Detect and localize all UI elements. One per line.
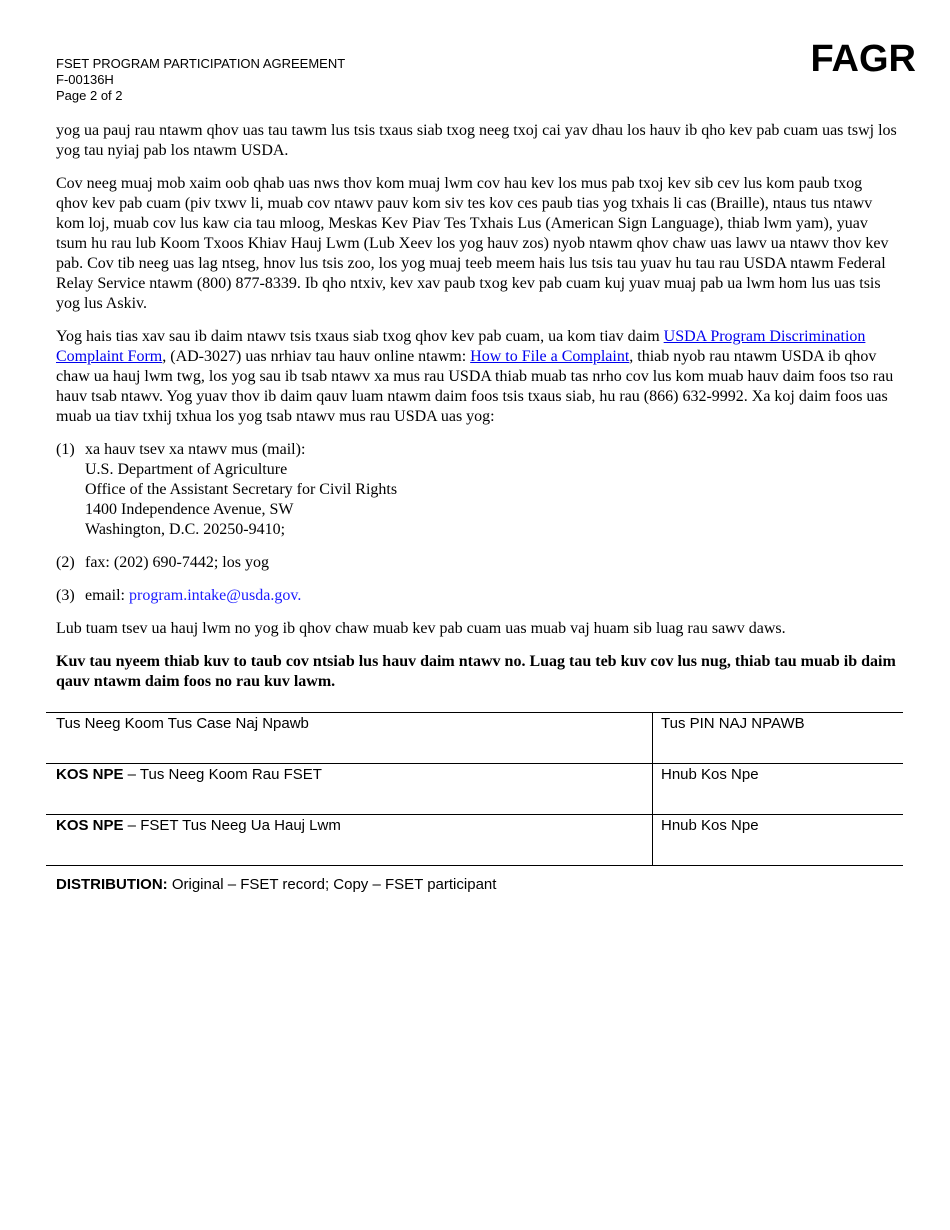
table-row [46,713,903,764]
case-number-field[interactable]: Tus Neeg Koom Tus Case Naj Npawb [46,713,653,764]
paragraph-4: Lub tuam tsev ua hauj lwm no yog ib qhov chaw muab kev pab cuam uas muab vaj huam sib luag rau sawv daws. [56,620,786,637]
document-body [56,121,898,705]
table-row [46,764,903,815]
worker-signature-field[interactable]: KOS NPE – FSET Tus Neeg Ua Hauj Lwm [46,815,653,866]
form-number: F-00136H [56,72,114,87]
paragraph-1: yog ua pauj rau ntawm qhov uas tau tawm lus tsis txaus siab txog neeg txoj cai yav dhau los hauv ib qho kev pab cuam uas tswj los yog tau nyiaj pab los ntawm USDA. [56,122,897,159]
list-item-fax: (2) fax: (202) 690-7442; los yog [56,554,269,571]
paragraph-3: Yog hais tias xav sau ib daim ntawv tsis txaus siab txog qhov kev pab cuam, ua kom tiav daim USDA Program Discrimination Complaint Form, (AD-3027) uas nrhiav tau hauv online ntawm: How to File a Complaint, thiab nyob rau ntawm USDA ib qhov chaw ua hauj lwm twg, los yog sau ib tsab ntawv xa mus rau USDA thiab muab tas nrho cov lus kom muab hauv daim foos tso rau hauv tsab ntawv. Yog yuav thov ib daim qauv luam ntawm daim foos tsis txaus siab, hu rau (866) 632-9992. Xa koj daim foos uas muab ua tiav txhij txhua los yog tsab ntawv mus rau USDA uas yog: [56,328,894,425]
signature-table [46,712,903,866]
email-link[interactable]: program.intake@usda.gov [128,587,298,604]
participant-signature-date-field[interactable]: Hnub Kos Npe [653,764,904,815]
distribution-note: DISTRIBUTION: Original – FSET record; Copy – FSET participant [56,876,497,893]
worker-signature-date-field[interactable]: Hnub Kos Npe [653,815,904,866]
complaint-form-link[interactable]: USDA Program Discrimination Complaint Form [56,328,866,365]
form-code: FAGR [810,38,916,80]
acknowledgement-statement: Kuv tau nyeem thiab kuv to taub cov ntsiab lus hauv daim ntawv no. Luag tau teb kuv cov lus nug, thiab tau muab ib daim qauv ntawm daim foos no rau kuv lawm. [56,653,896,690]
page-number: Page 2 of 2 [56,88,123,103]
pin-number-field[interactable]: Tus PIN NAJ NPAWB [653,713,904,764]
how-to-file-link[interactable]: How to File a Complaint [470,348,630,365]
list-item-email: (3) email: program.intake@usda.gov. [56,587,302,604]
form-header [56,56,345,104]
list-item-mail: (1) xa hauv tsev xa ntawv mus (mail): U.S. Department of Agriculture Office of the Assistant Secretary for Civil Rights 1400 Independence Avenue, SW Washington, D.C. 20250-9410; [56,441,398,538]
table-row [46,815,903,866]
form-title: FSET PROGRAM PARTICIPATION AGREEMENT [56,56,346,71]
paragraph-2: Cov neeg muaj mob xaim oob qhab uas nws thov kom muaj lwm cov hau kev los mus pab txoj kev sib cev lus kom paub txog qhov kev pab cuam (piv txwv li, muab cov ntawv pauv kom siv tes kov ces paub tias yog txhais li cas (Braille), ntaus tus ntawv kom loj, muab cov lus kaw cia tau mloog, Meskas Kev Piav Tes Txhais Lus (American Sign Language), thiab lwm yam), yuav tsum hu rau lub Koom Txoos Khiav Hauj Lwm (Lub Xeev los yog hauv zos) nyob ntawm qhov chaw uas lawv ua ntawv thov kev pab. Cov tib neeg uas lag ntseg, hnov lus tsis zoo, los yog muaj teeb meem hais lus tsis tau yuav hu tau rau USDA ntawm Federal Relay Service ntawm (800) 877-8339. Ib qho ntxiv, kev xav paub txog kev pab cuam kuj yuav muaj pab ua lwm hom lus uas tsis yog lus Askiv. [56,175,889,312]
participant-signature-field[interactable]: KOS NPE – Tus Neeg Koom Rau FSET [46,764,653,815]
